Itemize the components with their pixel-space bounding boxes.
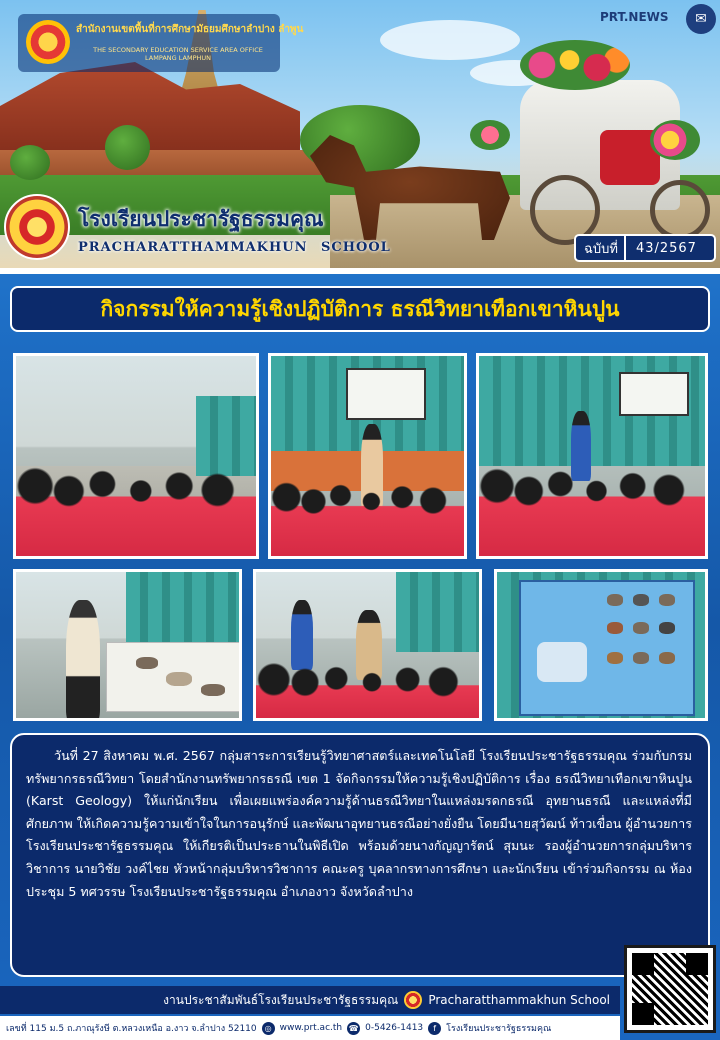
rock-sample — [166, 672, 192, 686]
photo-projector-screen — [619, 372, 689, 416]
issue-badge — [574, 234, 716, 262]
carriage-wheel — [650, 180, 710, 240]
photo-presenter-audience — [476, 353, 708, 559]
footer-phone[interactable]: 0-5426-1413 — [365, 1023, 424, 1033]
photo-curtain — [396, 572, 482, 652]
headline: กิจกรรมให้ความรู้เชิงปฏิบัติการ ธรณีวิทยาเทือกเขาหินปูน — [100, 296, 620, 321]
rock-sample — [607, 622, 623, 634]
globe-icon: ◎ — [262, 1022, 275, 1035]
rock-sample — [659, 594, 675, 606]
photo-visitor — [66, 600, 100, 721]
facebook-icon: f — [428, 1022, 441, 1035]
org-name-en-line2: LAMPANG LAMPHUN — [145, 54, 211, 62]
brand-label: PRT.NEWS — [600, 10, 669, 24]
flower-decoration — [650, 120, 700, 160]
footer-pr-bar — [0, 986, 620, 1014]
rock-sample — [136, 657, 158, 669]
article-body: วันที่ 27 สิงหาคม พ.ศ. 2567 กลุ่มสาระการเรียนรู้วิทยาศาสตร์และเทคโนโลยี โรงเรียนประชารัฐธรรมคุณ ร่วมกับกรมทรัพยากรธรณีวิทยา โดยสำนักงานทรัพยากรธรณี เขต 1 จัดกิจกรรมให้ความรู้เชิงปฏิบัติการ เรื่อง ธรณีวิทยาเทือกเขาหินปูน (Karst Geology) ให้แก่นักเรียน เพื่อเผยแพร่องค์ความรู้ด้านธรณีวิทยาในแหล่งมรดกธรณี อุทยานธรณี และแหล่งที่มีศักยภาพ ให้เกิดความรู้ความเข้าใจในการอนุรักษ์ และพัฒนาอุทยานธรณีอย่างยั่งยืน โดยมีนายสุวัฒน์ ท้าวเขื่อน ผู้อำนวยการโรงเรียนประชารัฐธรรมคุณ ให้เกียรติเป็นประธานในพิธีเปิด พร้อมด้วยนางกัญญารัตน์ สุมนะ รองผู้อำนวยการกลุ่มบริหารวิชาการ นายวิชัย วงค์ไชย หัวหน้ากลุ่มบริหารวิชาการ คณะครู บุคลากรทางการศึกษา และนักเรียน เข้าร่วมกิจกรรม ณ ห้องประชุม 5 ทศวรรษ โรงเรียนประชารัฐธรรมคุณ อำเภองาว จังหวัดลำปาง — [26, 748, 692, 899]
photo-students — [16, 456, 256, 556]
article-body-box — [10, 733, 710, 977]
headline-box — [10, 286, 710, 332]
tree — [105, 125, 150, 170]
rock-sample — [633, 594, 649, 606]
photo-students — [271, 472, 464, 556]
cloud — [380, 20, 520, 60]
qr-code[interactable] — [624, 945, 716, 1033]
photo-speaker-stage — [268, 353, 467, 559]
school-seal-icon — [404, 991, 422, 1009]
issue-label: ฉบับที่ — [576, 236, 626, 260]
footer-website[interactable]: www.prt.ac.th — [279, 1023, 343, 1033]
org-name-en-line1: THE SECONDARY EDUCATION SERVICE AREA OFFICE — [93, 46, 263, 54]
megaphone-icon: ✉ — [686, 4, 716, 34]
poster-diagram — [537, 642, 587, 682]
school-name-en: PRACHARATTHAMMAKHUN SCHOOL — [78, 240, 391, 255]
rock-sample — [201, 684, 225, 696]
photo-students — [256, 663, 479, 718]
photo-staff — [291, 600, 313, 670]
header-banner — [0, 0, 720, 268]
rock-sample — [659, 622, 675, 634]
flower-decoration — [470, 120, 510, 150]
rock-sample — [633, 652, 649, 664]
footer-facebook[interactable]: โรงเรียนประชารัฐธรรมคุณ — [446, 1024, 552, 1034]
photo-demonstration — [253, 569, 482, 721]
rock-sample — [633, 622, 649, 634]
phone-icon: ☎ — [348, 1023, 359, 1033]
photo-geology-poster — [494, 569, 708, 721]
rock-sample — [607, 594, 623, 606]
photo-projector-screen — [346, 368, 426, 420]
school-seal-icon — [4, 194, 70, 260]
rock-sample — [659, 652, 675, 664]
issue-number: 43/2567 — [635, 240, 697, 256]
org-name-th: สำนักงานเขตพื้นที่การศึกษามัธยมศึกษาลำปาง ลำพูน — [76, 24, 304, 35]
qr-code-pattern — [632, 953, 708, 1025]
footer-school-en: Pracharatthammakhun School — [428, 993, 610, 1007]
tree — [10, 145, 50, 180]
photo-rock-samples — [13, 569, 242, 721]
photo-students — [479, 456, 705, 556]
photo-students-seated — [13, 353, 259, 559]
rock-sample — [607, 652, 623, 664]
school-name-th: โรงเรียนประชารัฐธรรมคุณ — [78, 207, 324, 231]
flower-decoration — [520, 40, 630, 90]
org-seal-icon — [26, 20, 70, 64]
divider — [0, 268, 720, 274]
footer-pr-label: งานประชาสัมพันธ์โรงเรียนประชารัฐธรรมคุณ — [163, 992, 399, 1007]
footer-address: เลขที่ 115 ม.5 ถ.ภาณุรังษี ต.หลวงเหนือ อ.งาว จ.ลำปาง 52110 — [6, 1024, 257, 1034]
photo-curtain — [126, 572, 242, 652]
footer-contact-bar — [0, 1016, 620, 1040]
org-name-en — [88, 46, 268, 62]
